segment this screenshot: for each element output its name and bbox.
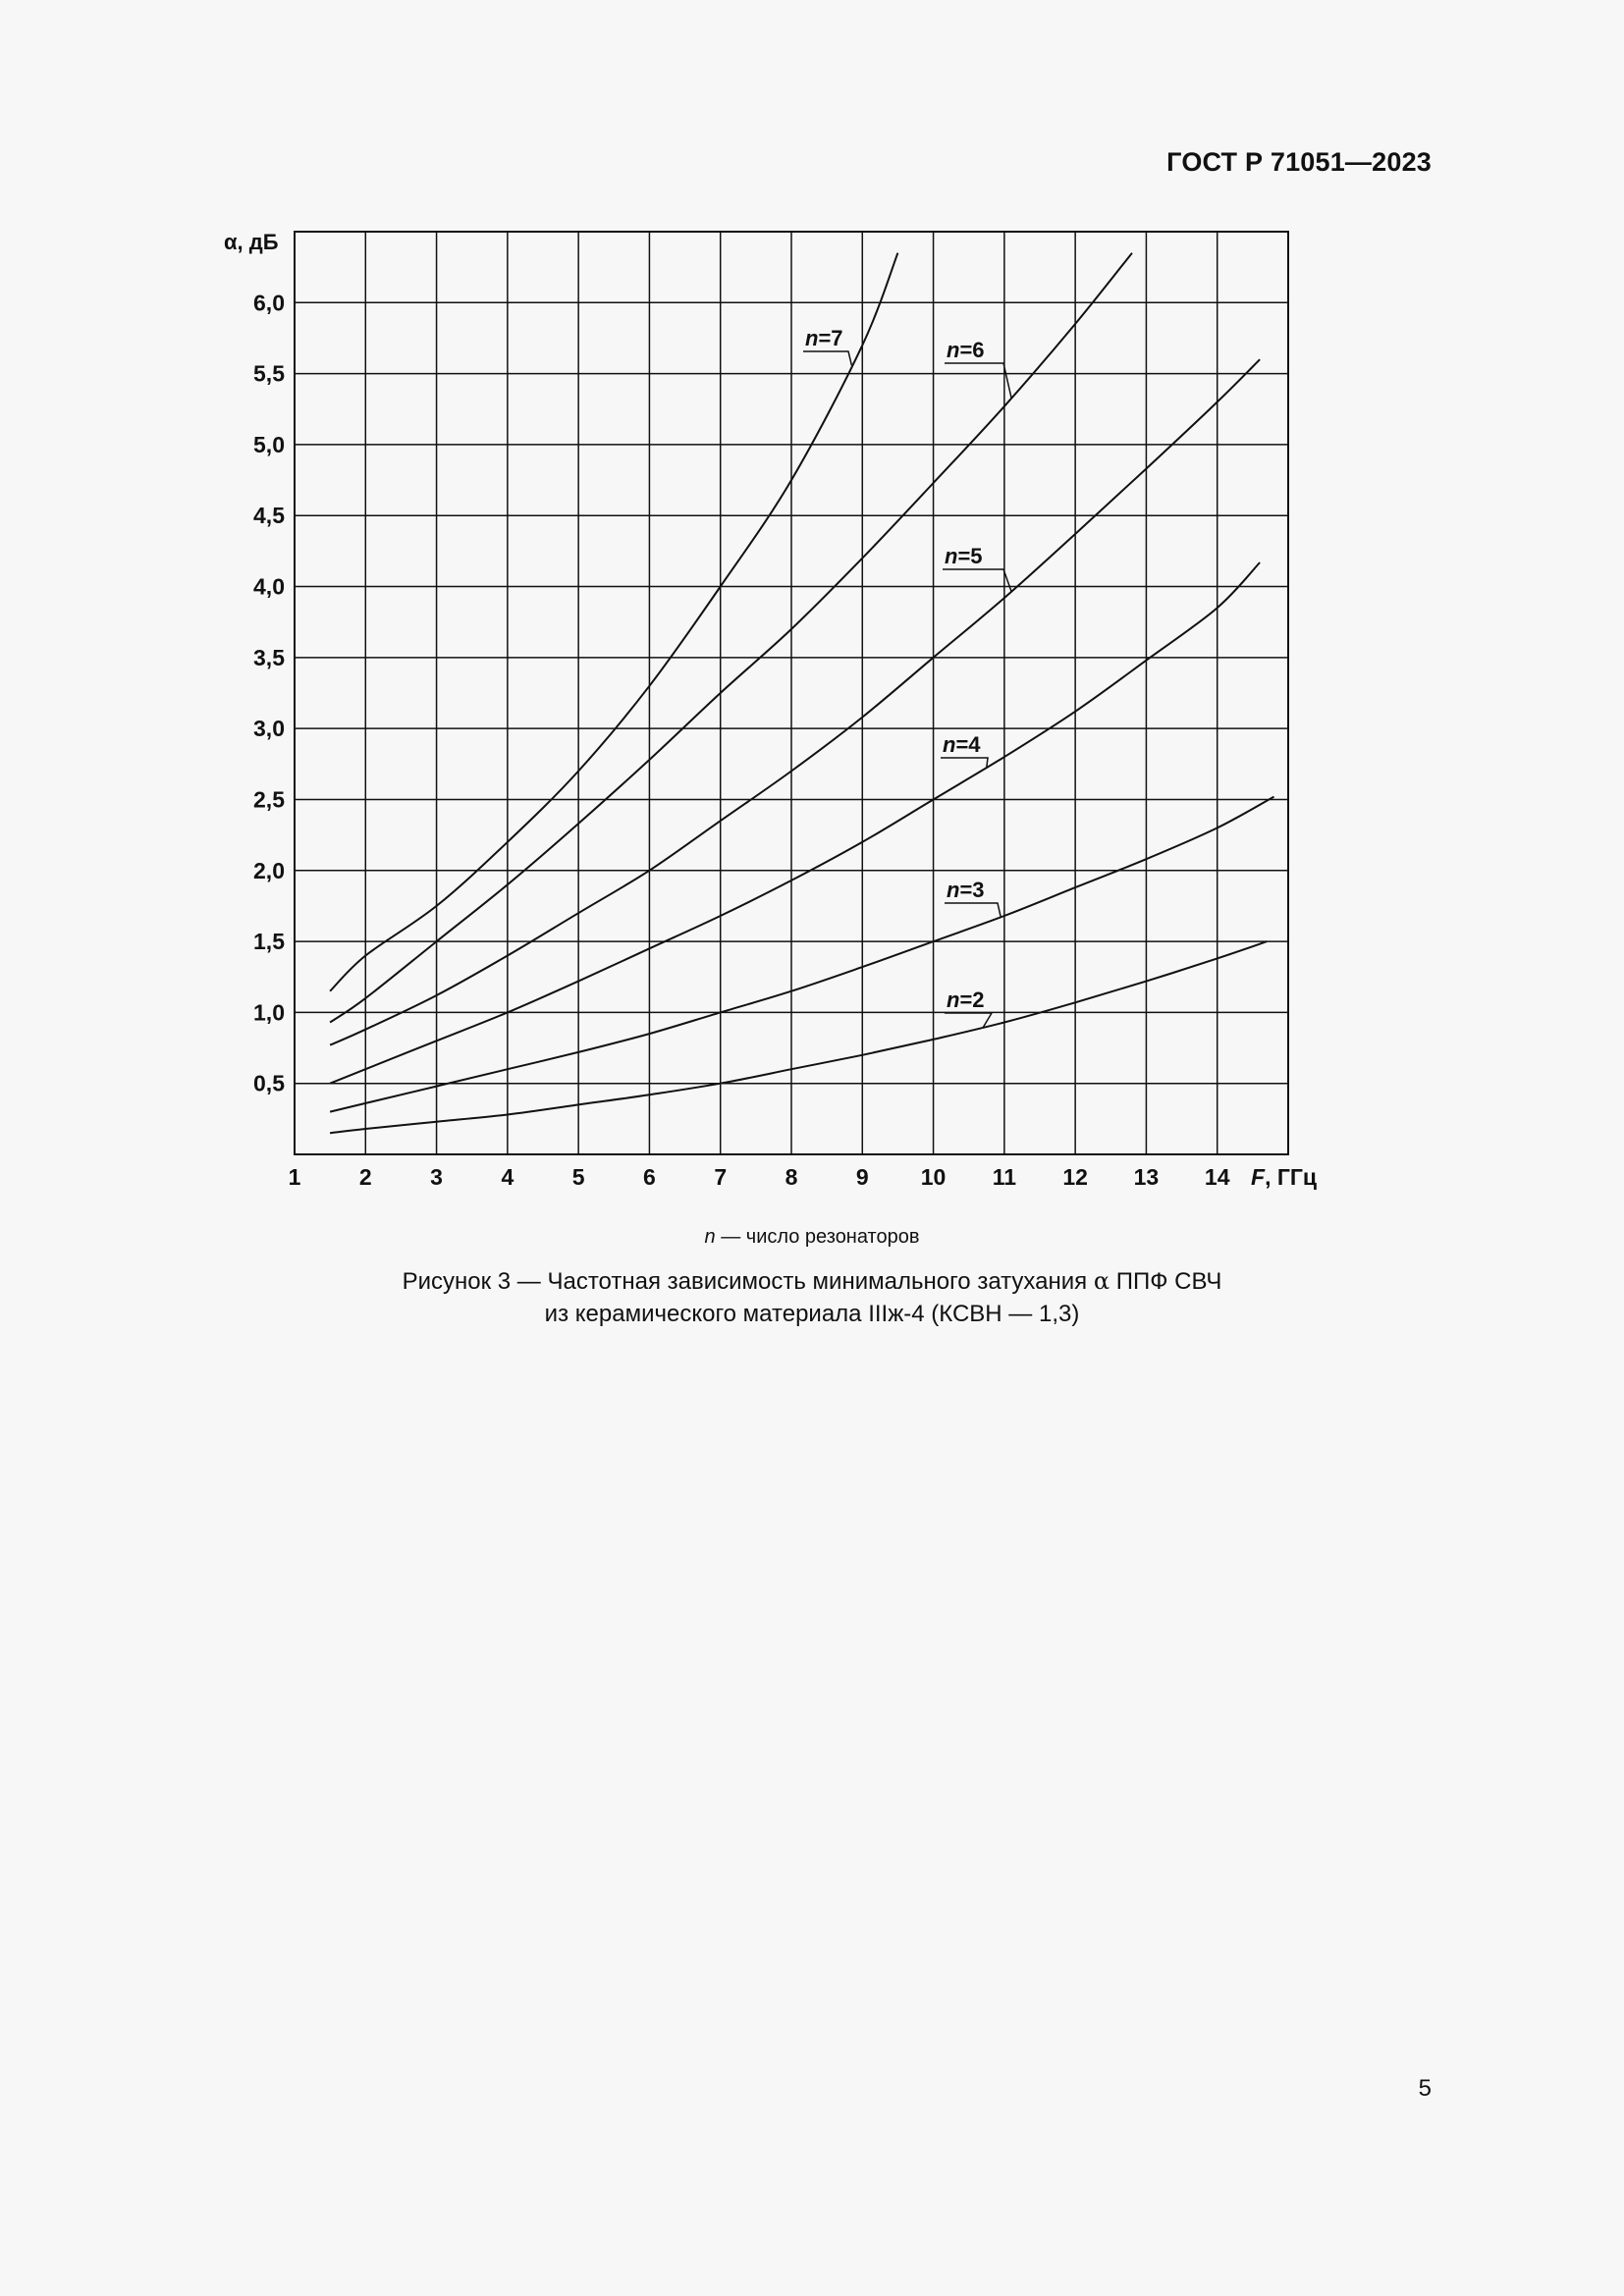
- x-tick-label: 2: [358, 1164, 372, 1190]
- page-number: 5: [1418, 2075, 1432, 2102]
- standard-code: ГОСТ Р 71051—2023: [1166, 147, 1432, 177]
- series-label-leader: [945, 1013, 992, 1028]
- series-label-n-6: n=6: [947, 338, 985, 362]
- y-tick-label: 4,5: [253, 503, 285, 529]
- series-label-leader: [945, 363, 1011, 398]
- chart-series: [330, 253, 1273, 1134]
- y-tick-label: 3,0: [253, 716, 285, 742]
- caption-alpha: α: [1093, 1267, 1110, 1295]
- series-label-leader: [943, 569, 1011, 592]
- series-line-n-3: [330, 797, 1273, 1112]
- x-tick-label: 5: [571, 1164, 585, 1190]
- caption-part-1: Рисунок 3 — Частотная зависимость минимального затухания: [402, 1268, 1094, 1295]
- x-tick-label: 9: [855, 1164, 869, 1190]
- caption-part-2: ППФ СВЧ: [1110, 1268, 1222, 1295]
- x-tick-label: 12: [1062, 1164, 1088, 1190]
- y-tick-label: 1,0: [253, 999, 285, 1026]
- series-line-n-6: [330, 253, 1132, 1023]
- x-tick-label: 4: [501, 1164, 514, 1190]
- y-tick-label: 0,5: [253, 1070, 285, 1096]
- series-line-n-7: [330, 253, 897, 991]
- y-tick-label: 2,0: [253, 857, 285, 883]
- series-line-n-4: [330, 562, 1260, 1084]
- series-labels: [803, 326, 1011, 1028]
- series-label-leader: [945, 903, 1001, 917]
- series-label-n-5: n=5: [945, 544, 983, 568]
- series-line-n-2: [330, 941, 1267, 1133]
- note-variable: n: [704, 1226, 716, 1248]
- caption-line-1: [0, 1265, 1624, 1298]
- x-axis-variable: F: [1251, 1164, 1266, 1190]
- caption-line-2: из керамического материала IIIж-4 (КСВН — 1,3): [544, 1301, 1080, 1327]
- y-tick-label: 4,0: [253, 573, 285, 600]
- x-tick-label: 14: [1204, 1164, 1230, 1190]
- series-label-n-3: n=3: [947, 878, 985, 902]
- x-axis-unit: , ГГц: [1265, 1164, 1318, 1190]
- series-label-n-2: n=2: [947, 988, 985, 1012]
- series-label-n-4: n=4: [943, 732, 981, 757]
- x-tick-label: 10: [920, 1164, 947, 1190]
- legend-note: [0, 1226, 1624, 1249]
- x-tick-label: 13: [1133, 1164, 1160, 1190]
- note-text: — число резонаторов: [715, 1226, 920, 1248]
- x-tick-label: 8: [785, 1164, 798, 1190]
- y-tick-label: 5,0: [253, 431, 285, 457]
- chart-grid: [295, 232, 1288, 1154]
- x-tick-label: 6: [643, 1164, 656, 1190]
- y-tick-label: 6,0: [253, 290, 285, 316]
- series-label-leader: [941, 758, 988, 768]
- x-tick-label: 11: [992, 1164, 1017, 1190]
- x-tick-label: 7: [714, 1164, 728, 1190]
- x-tick-label: 3: [430, 1164, 443, 1190]
- y-tick-label: 3,5: [253, 644, 285, 670]
- y-tick-label: 5,5: [253, 360, 285, 387]
- y-tick-label: 1,5: [253, 929, 285, 955]
- y-axis-label: α, дБ: [224, 230, 279, 254]
- series-line-n-5: [330, 359, 1260, 1044]
- x-tick-label: 1: [288, 1164, 301, 1190]
- x-axis-label: [1251, 1164, 1317, 1190]
- figure-caption: [0, 1265, 1624, 1330]
- y-tick-label: 2,5: [253, 786, 285, 813]
- series-label-n-7: n=7: [805, 326, 843, 350]
- series-label-leader: [803, 351, 851, 365]
